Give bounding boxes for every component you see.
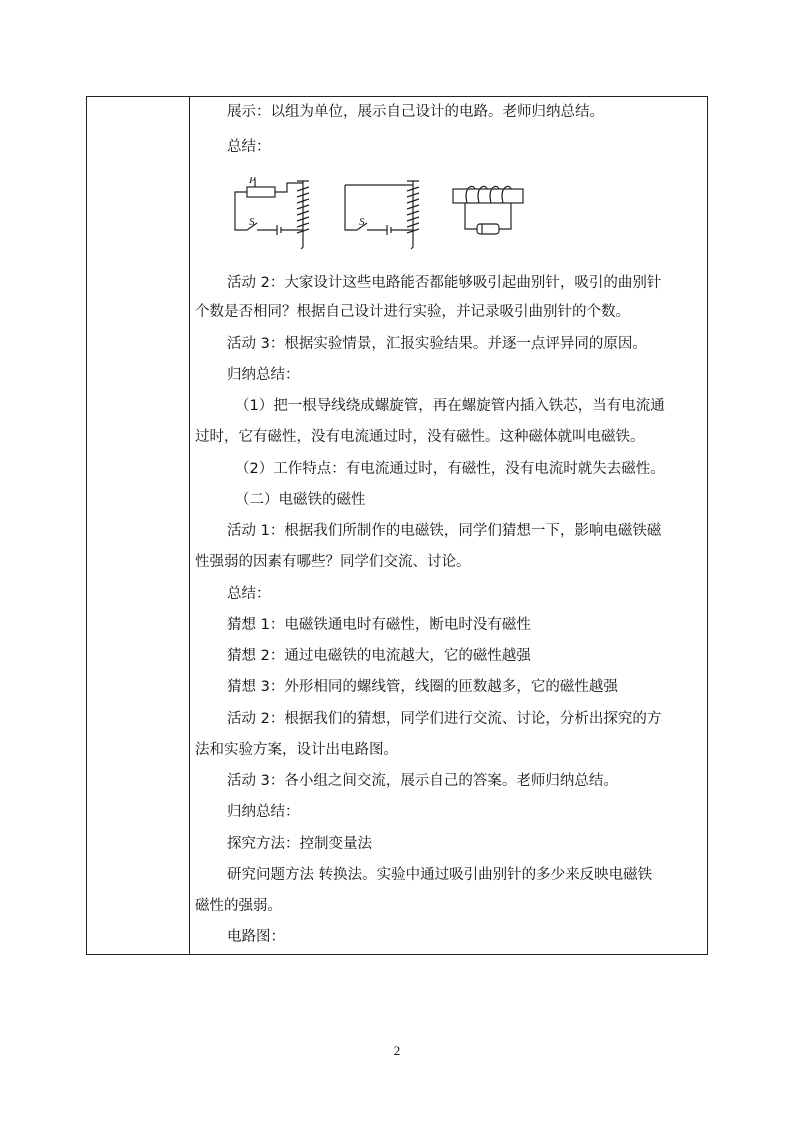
text-line: 活动 2：大家设计这些电路能否都能够吸引起曲别针，吸引的曲别针	[227, 275, 662, 291]
text-line-display: 展示：以组为单位，展示自己设计的电路。老师归纳总结。	[227, 104, 604, 120]
hypothesis-2: 猜想 2：通过电磁铁的电流越大，它的磁性越强	[227, 648, 531, 664]
text-line: 活动 2：根据我们的猜想，同学们进行交流、讨论，分析出探究的方	[227, 711, 662, 727]
text-line: 性强弱的因素有哪些？同学们交流、讨论。	[195, 554, 471, 570]
text-line: 活动 3：根据实验情景，汇报实验结果。并逐一点评异同的原因。	[227, 336, 647, 352]
text-line: 磁性的强弱。	[195, 898, 282, 914]
lesson-table	[86, 96, 708, 955]
circuit-2-electromagnet	[345, 181, 419, 249]
switch-label: S	[249, 216, 255, 228]
text-line-summary-heading: 总结：	[227, 139, 271, 155]
text-line: 活动 3：各小组之间交流，展示自己的答案。老师归纳总结。	[227, 773, 618, 789]
rheostat-label: P	[249, 177, 256, 186]
page-number: 2	[393, 1043, 401, 1058]
text-line: 过时，它有磁性，没有电流通过时，没有磁性。这种磁体就叫电磁铁。	[195, 429, 645, 445]
hypothesis-1: 猜想 1：电磁铁通电时有磁性，断电时没有磁性	[227, 617, 531, 633]
circuit-1-rheostat-electromagnet	[235, 179, 309, 249]
table-left-cell	[87, 97, 189, 954]
text-line: （2）工作特点：有电流通过时，有磁性，没有电流时就失去磁性。	[235, 461, 665, 477]
text-line-heading: 归纳总结：	[227, 804, 300, 820]
circuit-diagrams	[227, 177, 527, 257]
table-content-cell	[191, 97, 709, 954]
text-line-heading: 归纳总结：	[227, 367, 300, 383]
text-line: 探究方法：控制变量法	[227, 836, 372, 852]
iron-core-icon	[453, 189, 523, 203]
hypothesis-3: 猜想 3：外形相同的螺线管，线圈的匝数越多，它的磁性越强	[227, 679, 618, 695]
text-line: 法和实验方案，设计出电路图。	[195, 742, 398, 758]
battery-icon	[477, 224, 499, 234]
rheostat-icon	[247, 187, 275, 197]
circuit-3-solenoid	[453, 186, 523, 234]
text-line: 活动 1：根据我们所制作的电磁铁，同学们猜想一下，影响电磁铁磁	[227, 523, 662, 539]
switch-label: S	[359, 216, 365, 228]
text-line-heading: 总结：	[227, 586, 271, 602]
text-line: （1）把一根导线绕成螺旋管，再在螺旋管内插入铁芯，当有电流通	[235, 398, 665, 414]
text-line: 个数是否相同？根据自己设计进行实验，并记录吸引曲别针的个数。	[195, 304, 630, 320]
text-line: 电路图：	[227, 929, 285, 945]
table-divider	[189, 97, 190, 954]
section-heading: （二）电磁铁的磁性	[235, 492, 366, 508]
text-line: 研究问题方法 转换法。实验中通过吸引曲别针的多少来反映电磁铁	[227, 867, 653, 883]
